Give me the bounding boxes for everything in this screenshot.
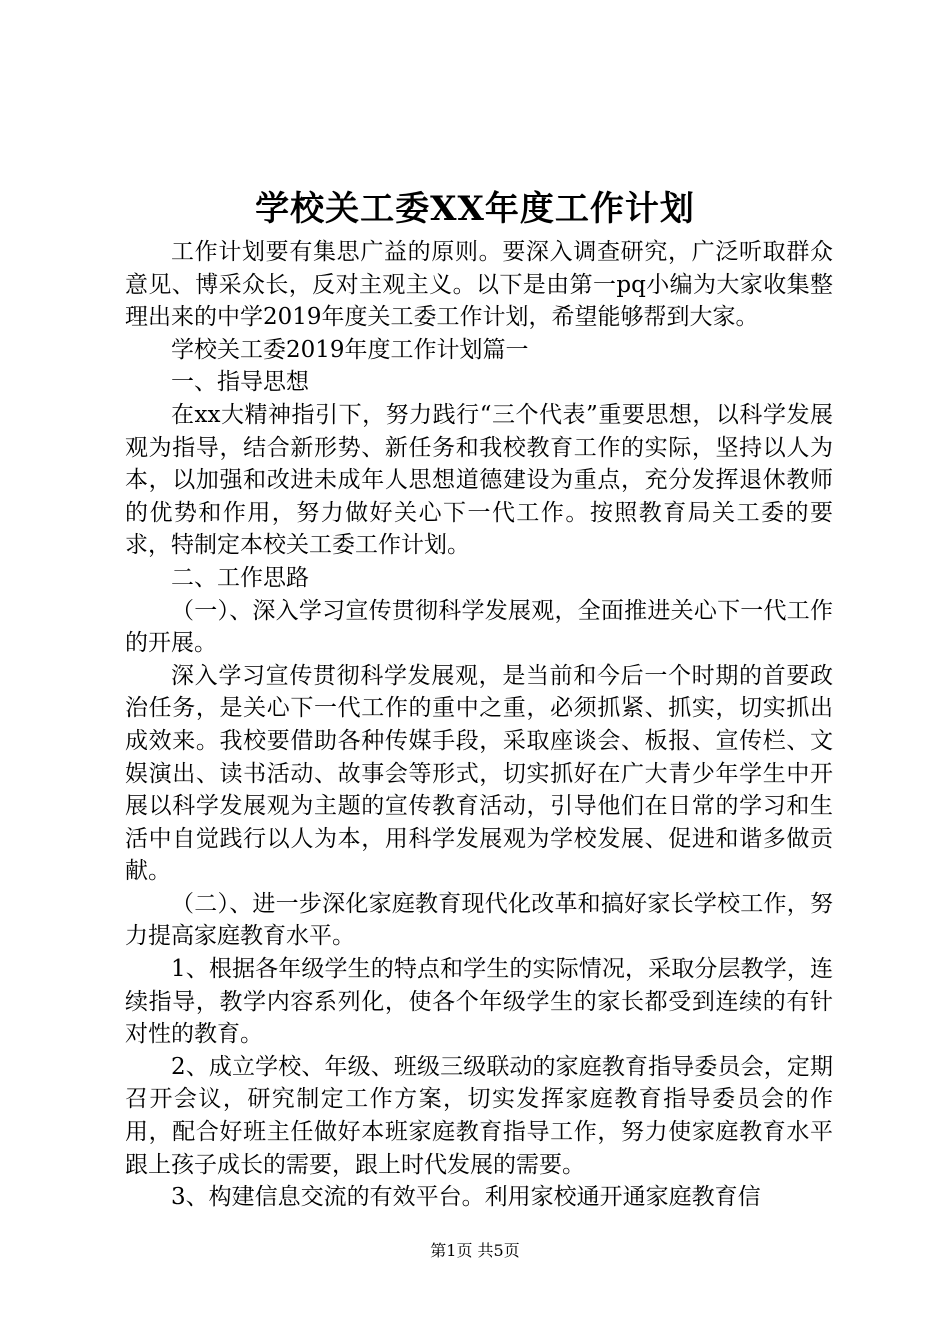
section-heading-work-ideas: 二、工作思路 (171, 564, 309, 591)
section-heading-guiding-ideology: 一、指导思想 (171, 369, 309, 396)
section-heading-plan: 学校关工委2019年度工作计划篇一 (171, 336, 529, 363)
guiding-ideology-paragraph: 在xx大精神指引下，努力践行“三个代表”重要思想，以科学发展观为指导，结合新形势、新任务和我校教育工作的实际，坚持以人为本，以加强和改进未成年人思想道德建设为重点，充分发挥退休教师的优势和作用，努力做好关心下一代工作。按照教育局关工委的要求，特制定本校关工委工作计划。 (125, 401, 833, 559)
subsection-heading-1: （一）、深入学习宣传贯彻科学发展观，全面推进关心下一代工作的开展。 (125, 597, 833, 657)
list-item-1: 1、根据各年级学生的特点和学生的实际情况，采取分层教学，连续指导，教学内容系列化，使各个年级学生的家长都受到连续的有针对性的教育。 (125, 956, 833, 1048)
subsection-heading-2: （二）、进一步深化家庭教育现代化改革和搞好家长学校工作，努力提高家庭教育水平。 (125, 890, 833, 950)
intro-paragraph: 工作计划要有集思广益的原则。要深入调查研究，广泛听取群众意见、博采众长，反对主观主义。以下是由第一pq小编为大家收集整理出来的中学2019年度关工委工作计划，希望能够帮到大家。 (125, 239, 833, 331)
page-number: 第1页 共5页 (430, 1241, 520, 1260)
list-item-2: 2、成立学校、年级、班级三级联动的家庭教育指导委员会，定期召开会议，研究制定工作方案，切实发挥家庭教育指导委员会的作用，配合好班主任做好本班家庭教育指导工作，努力使家庭教育水平跟上孩子成长的需要，跟上时代发展的需要。 (125, 1053, 833, 1178)
list-item-3: 3、构建信息交流的有效平台。利用家校通开通家庭教育信 (171, 1184, 761, 1211)
subsection-1-paragraph: 深入学习宣传贯彻科学发展观，是当前和今后一个时期的首要政治任务，是关心下一代工作的重中之重，必须抓紧、抓实，切实抓出成效来。我校要借助各种传媒手段，采取座谈会、板报、宣传栏、文娱演出、读书活动、故事会等形式，切实抓好在广大青少年学生中开展以科学发展观为主题的宣传教育活动，引导他们在日常的学习和生活中自觉践行以人为本，用科学发展观为学校发展、促进和谐多做贡献。 (125, 662, 833, 885)
document-title: 学校关工委XX年度工作计划 (255, 189, 695, 229)
document-body (125, 236, 833, 1214)
